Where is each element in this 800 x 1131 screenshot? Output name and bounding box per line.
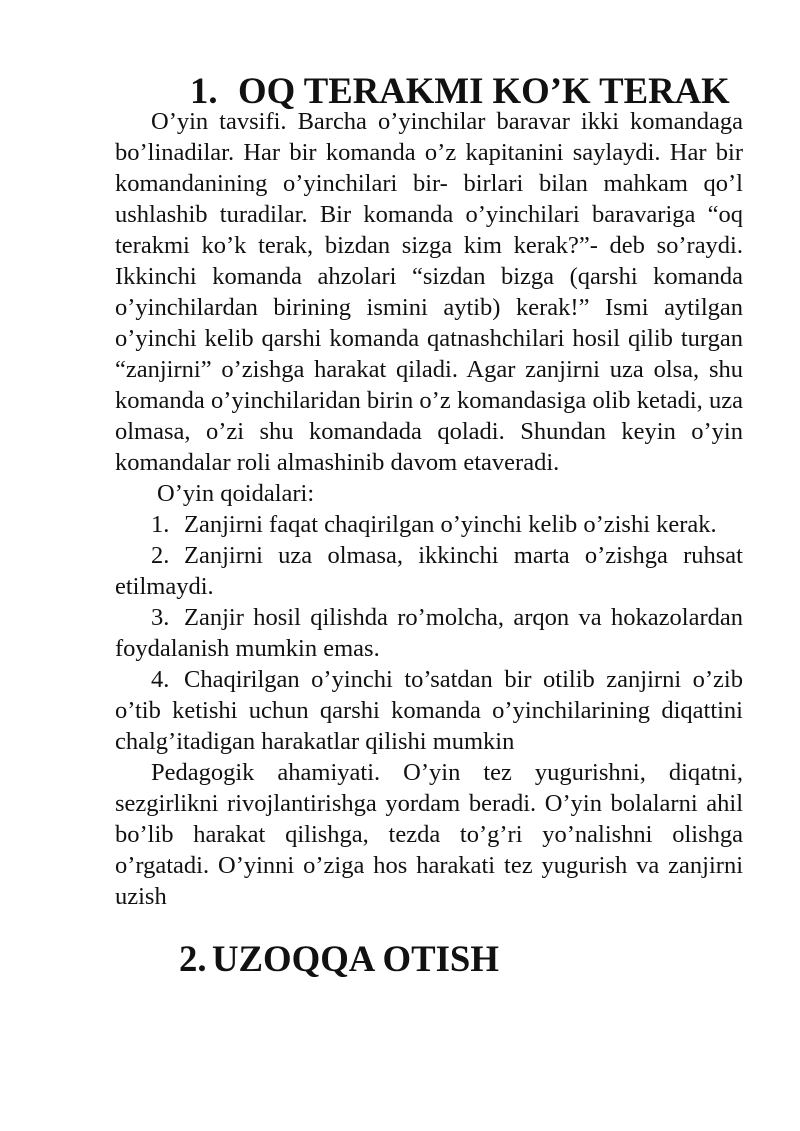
rule-text: Zanjirni uza olmasa, ikkinchi marta o’zishga ruhsat etilmaydi. bbox=[115, 542, 743, 600]
rule-text: Zanjirni faqat chaqirilgan o’yinchi kelib o’zishi kerak. bbox=[184, 511, 717, 538]
rule-item bbox=[115, 540, 743, 602]
section-1-heading bbox=[115, 70, 743, 111]
section-2-title: UZOQQA OTISH bbox=[212, 938, 499, 979]
rule-item bbox=[115, 602, 743, 664]
document-page bbox=[115, 70, 743, 979]
rule-text: Zanjir hosil qilishda ro’molcha, arqon va hokazolardan foydalanish mumkin emas. bbox=[115, 604, 743, 662]
section-2-heading bbox=[115, 938, 743, 979]
section-2-number: 2. bbox=[179, 938, 207, 979]
rule-number: 4. bbox=[151, 666, 170, 693]
section-1-number: 1. bbox=[190, 70, 218, 111]
rule-number: 2. bbox=[151, 542, 170, 569]
rule-item bbox=[115, 664, 743, 757]
section-1-title: OQ TERAKMI KO’K TERAK bbox=[238, 70, 730, 111]
rules-title: O’yin qoidalari: bbox=[157, 480, 315, 507]
pedagogy-paragraph: Pedagogik ahamiyati. O’yin tez yugurishni, diqatni, sezgirlikni rivojlantirishga yordam beradi. O’yin bolalarni ahil bo’lib harakat qilishga, tezda to’g’ri yo’nalishni olishga o’rgatadi. O’yinni o’ziga hos harakati tez yugurish va zanjirni uzish bbox=[115, 759, 743, 910]
rule-number: 1. bbox=[151, 511, 170, 538]
rule-item bbox=[115, 509, 743, 540]
rule-text: Chaqirilgan o’yinchi to’satdan bir otilib zanjirni o’zib o’tib ketishi uchun qarshi komanda o’yinchilarining diqattini chalg’itadigan harakatlar qilishi mumkin bbox=[115, 666, 743, 755]
section-1-description: O’yin tavsifi. Barcha o’yinchilar baravar ikki komandaga bo’linadilar. Har bir komanda o’z kapitanini saylaydi. Har bir komandanining o’yinchilari bir- birlari bilan mahkam qo’l ushlashib turadilar. Bir komanda o’yinchilari baravariga “oq terakmi ko’k terak, bizdan sizga kim kerak?”- deb so’raydi. Ikkinchi komanda ahzolari “sizdan bizga (qarshi komanda o’yinchilardan birining ismini aytib) kerak!” Ismi aytilgan o’yinchi kelib qarshi komanda qatnashchilari hosil qilib turgan “zanjirni” o’zishga harakat qiladi. Agar zanjirni uza olsa, shu komanda o’yinchilaridan birin o’z komandasiga olib ketadi, uza olmasa, o’zi shu komandada qoladi. Shundan keyin o’yin komandalar roli almashinib davom etaveradi. bbox=[115, 108, 743, 476]
rule-number: 3. bbox=[151, 604, 170, 631]
